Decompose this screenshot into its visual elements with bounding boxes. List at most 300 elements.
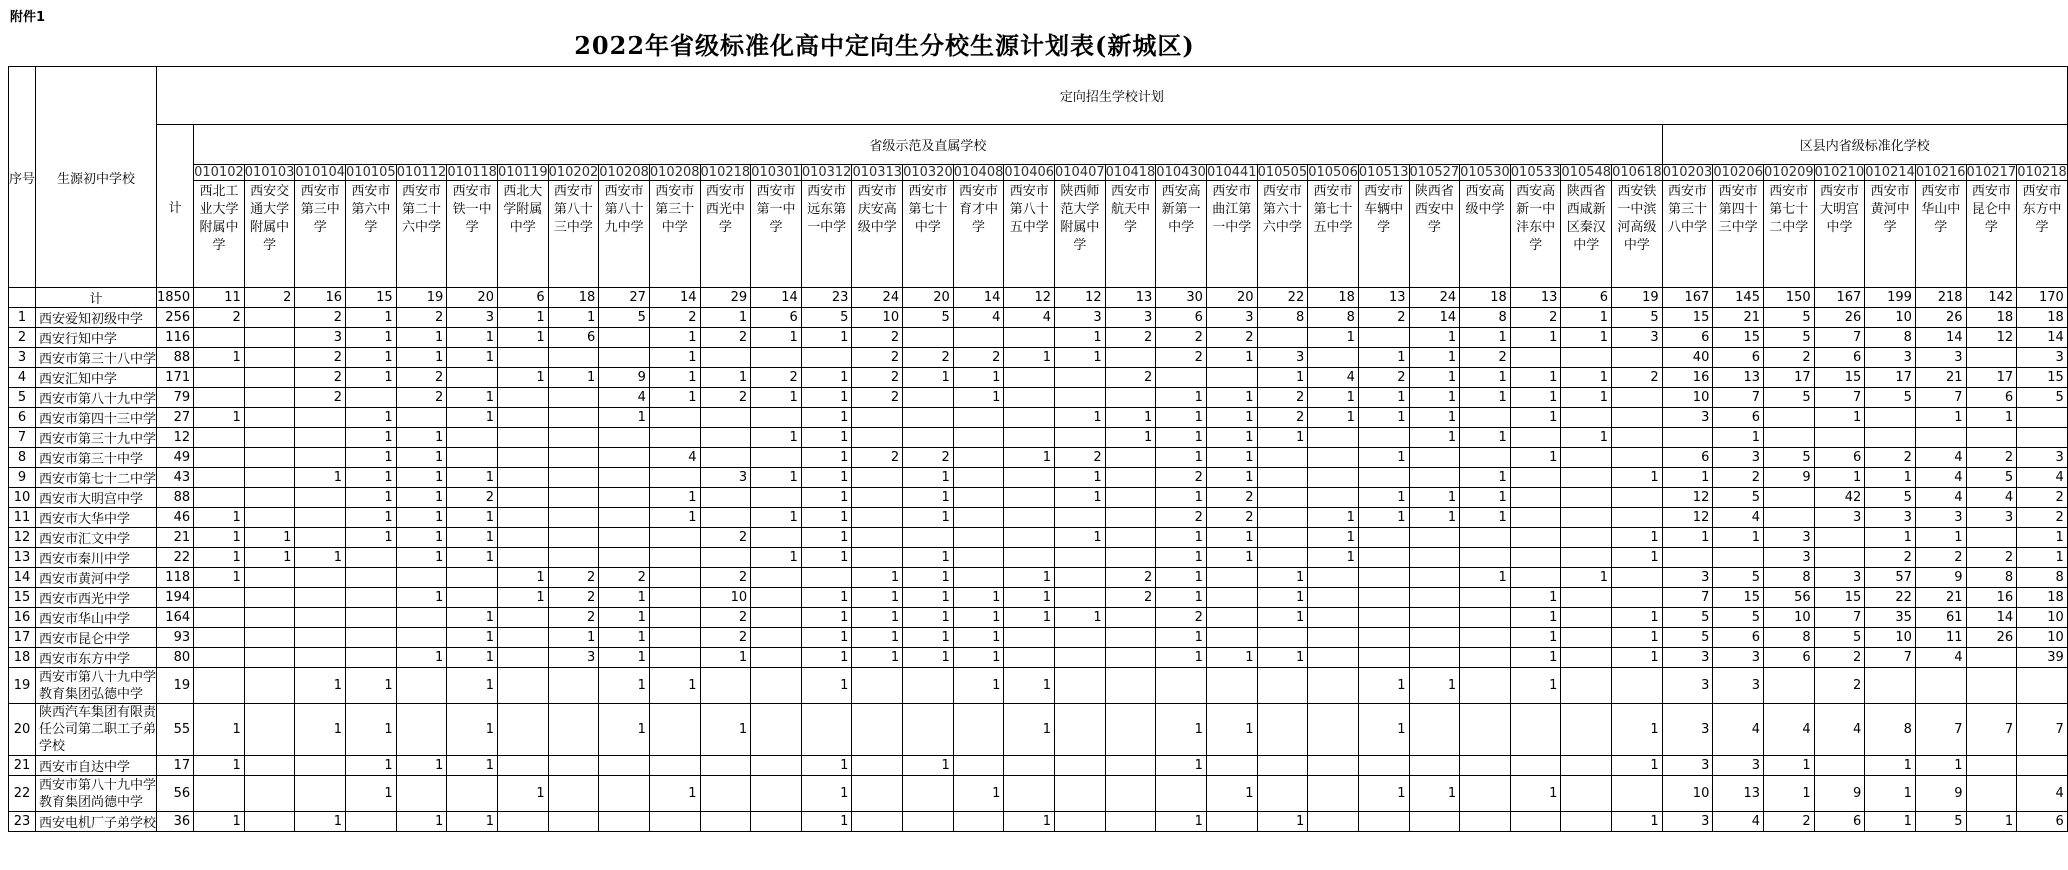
row-cell — [953, 548, 1004, 568]
row-cell — [751, 488, 802, 508]
total-row-value: 22 — [1257, 288, 1308, 308]
row-cell: 1 — [194, 508, 245, 528]
row-cell: 1 — [1055, 328, 1106, 348]
row-cell — [194, 488, 245, 508]
column-code: 010218 — [2017, 165, 2067, 180]
row-cell: 1 — [953, 388, 1004, 408]
row-cell — [194, 468, 245, 488]
row-cell: 7 — [1865, 648, 1916, 668]
row-cell: 2 — [649, 308, 700, 328]
row-cell: 1 — [751, 428, 802, 448]
row-cell — [244, 756, 295, 776]
column-code: 010118 — [447, 165, 497, 180]
row-cell — [1460, 448, 1511, 468]
row-cell: 1 — [1460, 508, 1511, 528]
row-cell: 3 — [295, 328, 346, 348]
row-cell — [1004, 368, 1055, 388]
row-cell: 1 — [1409, 408, 1460, 428]
row-cell — [852, 812, 903, 832]
row-cell — [801, 348, 852, 368]
row-cell: 1 — [801, 508, 852, 528]
row-cell: 2 — [548, 568, 599, 588]
total-row-value: 18 — [548, 288, 599, 308]
total-row-value: 11 — [194, 288, 245, 308]
row-cell: 1 — [801, 468, 852, 488]
row-cell — [1055, 648, 1106, 668]
row-cell: 5 — [1865, 488, 1916, 508]
row-cell — [1409, 468, 1460, 488]
row-cell: 4 — [1915, 488, 1966, 508]
row-cell — [903, 388, 954, 408]
row-cell: 1 — [903, 548, 954, 568]
row-cell: 1 — [1409, 328, 1460, 348]
row-cell: 5 — [1763, 328, 1814, 348]
row-cell — [1308, 468, 1359, 488]
row-cell: 56 — [1763, 588, 1814, 608]
column-school-name: 西安市东方中学 — [2017, 181, 2068, 288]
row-cell: 6 — [548, 328, 599, 348]
row-cell — [1257, 508, 1308, 528]
row-cell: 1 — [194, 756, 245, 776]
total-row-value: 145 — [1713, 288, 1764, 308]
row-cell — [1105, 648, 1156, 668]
column-school-name: 西安市第八十九中学 — [599, 181, 650, 288]
row-cell: 2 — [1865, 548, 1916, 568]
row-cell: 1 — [548, 308, 599, 328]
row-cell: 13 — [1713, 368, 1764, 388]
total-row-value: 167 — [1662, 288, 1713, 308]
row-cell — [1561, 776, 1612, 812]
row-cell: 4 — [1915, 648, 1966, 668]
row-cell — [953, 812, 1004, 832]
row-cell — [1561, 348, 1612, 368]
table-row — [9, 488, 2068, 508]
row-cell: 1 — [1612, 812, 1663, 832]
column-school-name: 西安市第三十中学 — [649, 181, 700, 288]
row-cell: 1 — [801, 328, 852, 348]
row-cell — [548, 448, 599, 468]
row-cell — [1966, 348, 2017, 368]
row-cell: 1 — [903, 568, 954, 588]
column-school-name: 西安市西光中学 — [700, 181, 751, 288]
column-school-name: 西安市第六十六中学 — [1257, 181, 1308, 288]
row-cell — [953, 488, 1004, 508]
total-row-value: 142 — [1966, 288, 2017, 308]
row-cell: 42 — [1814, 488, 1865, 508]
row-cell — [295, 608, 346, 628]
row-cell: 2 — [1206, 488, 1257, 508]
row-cell — [1004, 756, 1055, 776]
row-cell: 1 — [1055, 408, 1106, 428]
row-cell: 1 — [751, 328, 802, 348]
row-cell: 18 — [1966, 308, 2017, 328]
row-cell: 1 — [599, 704, 650, 756]
row-cell — [1004, 388, 1055, 408]
row-cell: 1 — [953, 608, 1004, 628]
row-cell — [1055, 588, 1106, 608]
row-cell — [1561, 528, 1612, 548]
row-cell — [1004, 488, 1055, 508]
row-cell: 1 — [1156, 704, 1207, 756]
row-cell: 3 — [1966, 508, 2017, 528]
row-cell — [1308, 628, 1359, 648]
row-cell — [194, 448, 245, 468]
row-cell: 1 — [1460, 368, 1511, 388]
row-cell — [447, 776, 498, 812]
row-cell: 1 — [1409, 388, 1460, 408]
row-cell: 1 — [1409, 428, 1460, 448]
row-cell — [497, 408, 548, 428]
row-cell: 2 — [1105, 368, 1156, 388]
row-cell — [751, 528, 802, 548]
row-cell: 1 — [346, 408, 397, 428]
row-cell — [700, 668, 751, 704]
row-cell — [1409, 588, 1460, 608]
row-cell: 2 — [447, 488, 498, 508]
row-cell — [1966, 648, 2017, 668]
row-cell — [649, 648, 700, 668]
row-cell: 2 — [548, 588, 599, 608]
row-cell — [1257, 548, 1308, 568]
row-index: 17 — [9, 628, 36, 648]
column-school-name: 西安市大明宫中学 — [1814, 181, 1865, 288]
row-cell: 2 — [1055, 448, 1106, 468]
row-cell: 7 — [1662, 588, 1713, 608]
row-cell: 2 — [194, 308, 245, 328]
row-cell — [1460, 756, 1511, 776]
row-cell: 1 — [1206, 704, 1257, 756]
column-school-name: 西安市远东第一中学 — [801, 181, 852, 288]
row-cell — [447, 368, 498, 388]
row-cell — [1409, 448, 1460, 468]
row-cell — [295, 648, 346, 668]
row-cell — [548, 408, 599, 428]
row-cell: 1 — [194, 548, 245, 568]
row-cell — [1257, 628, 1308, 648]
row-cell — [1460, 648, 1511, 668]
row-cell — [1105, 348, 1156, 368]
row-cell: 1 — [1763, 776, 1814, 812]
row-cell: 8 — [2017, 568, 2068, 588]
row-cell: 5 — [1662, 608, 1713, 628]
row-cell: 2 — [903, 348, 954, 368]
row-cell — [1206, 812, 1257, 832]
row-cell — [1612, 488, 1663, 508]
row-school-name: 西安行知中学 — [36, 328, 157, 348]
row-cell — [447, 448, 498, 468]
row-cell: 14 — [2017, 328, 2068, 348]
row-cell — [599, 528, 650, 548]
row-cell: 1 — [447, 528, 498, 548]
row-cell — [1358, 756, 1409, 776]
row-total: 88 — [157, 488, 194, 508]
row-cell — [1004, 428, 1055, 448]
column-code: 010301 — [751, 165, 801, 180]
row-cell: 40 — [1662, 348, 1713, 368]
row-cell: 1 — [1004, 348, 1055, 368]
row-cell — [1105, 704, 1156, 756]
total-row-value: 12 — [1055, 288, 1106, 308]
row-cell — [700, 408, 751, 428]
row-cell: 2 — [1257, 408, 1308, 428]
row-cell — [194, 668, 245, 704]
row-cell: 2 — [396, 368, 447, 388]
row-cell: 1 — [1612, 756, 1663, 776]
row-cell: 8 — [1257, 308, 1308, 328]
row-total: 171 — [157, 368, 194, 388]
row-cell — [700, 448, 751, 468]
row-cell: 3 — [1713, 448, 1764, 468]
row-cell: 2 — [700, 328, 751, 348]
row-cell: 1 — [852, 588, 903, 608]
row-cell — [1206, 368, 1257, 388]
column-school-name: 西安市航天中学 — [1105, 181, 1156, 288]
row-cell — [1510, 756, 1561, 776]
row-cell — [852, 704, 903, 756]
row-cell: 18 — [2017, 588, 2068, 608]
total-row-value: 14 — [953, 288, 1004, 308]
row-cell: 1 — [1510, 328, 1561, 348]
row-cell: 1 — [700, 308, 751, 328]
row-cell — [751, 408, 802, 428]
row-cell: 1 — [599, 588, 650, 608]
row-cell — [548, 508, 599, 528]
row-cell: 10 — [2017, 608, 2068, 628]
row-cell — [852, 508, 903, 528]
row-index: 15 — [9, 588, 36, 608]
row-cell — [1257, 528, 1308, 548]
row-cell — [548, 428, 599, 448]
row-cell — [903, 328, 954, 348]
row-cell: 1 — [1409, 508, 1460, 528]
row-cell: 10 — [1865, 308, 1916, 328]
total-row-value: 20 — [1206, 288, 1257, 308]
row-cell — [700, 548, 751, 568]
row-cell — [1763, 428, 1814, 448]
row-cell — [1966, 668, 2017, 704]
row-cell: 3 — [1713, 756, 1764, 776]
row-cell: 1 — [1358, 508, 1409, 528]
row-cell — [1257, 468, 1308, 488]
row-cell: 6 — [2017, 812, 2068, 832]
total-row-value: 30 — [1156, 288, 1207, 308]
row-cell — [194, 776, 245, 812]
row-cell: 1 — [1612, 468, 1663, 488]
row-cell: 2 — [1763, 812, 1814, 832]
row-school-name: 西安市汇文中学 — [36, 528, 157, 548]
row-cell: 5 — [1966, 468, 2017, 488]
row-cell: 1 — [801, 488, 852, 508]
row-cell — [903, 776, 954, 812]
row-cell: 1 — [599, 648, 650, 668]
row-cell: 1 — [1156, 812, 1207, 832]
row-cell: 3 — [1865, 508, 1916, 528]
row-cell: 4 — [649, 448, 700, 468]
row-cell — [599, 812, 650, 832]
row-total: 88 — [157, 348, 194, 368]
row-cell — [953, 756, 1004, 776]
row-cell: 1 — [700, 704, 751, 756]
total-row-value: 29 — [700, 288, 751, 308]
row-cell — [396, 668, 447, 704]
row-cell — [548, 704, 599, 756]
row-cell: 5 — [1763, 308, 1814, 328]
row-index: 9 — [9, 468, 36, 488]
row-school-name: 西安市大华中学 — [36, 508, 157, 528]
row-cell: 1 — [649, 388, 700, 408]
row-cell — [548, 468, 599, 488]
row-cell — [1105, 448, 1156, 468]
row-cell — [1460, 812, 1511, 832]
row-cell: 35 — [1865, 608, 1916, 628]
total-row-value: 13 — [1105, 288, 1156, 308]
row-index: 20 — [9, 704, 36, 756]
row-cell: 2 — [700, 528, 751, 548]
row-cell — [599, 508, 650, 528]
row-cell: 1 — [1460, 468, 1511, 488]
column-school-name: 西安市第八十三中学 — [548, 181, 599, 288]
row-cell — [1763, 508, 1814, 528]
row-cell — [194, 628, 245, 648]
row-cell — [1105, 548, 1156, 568]
column-code: 010103 — [244, 165, 295, 180]
row-cell — [1510, 488, 1561, 508]
column-code: 010209 — [1763, 165, 1814, 180]
column-school-name: 西安交通大学附属中学 — [244, 181, 295, 288]
row-cell — [497, 448, 548, 468]
column-code: 010214 — [1865, 165, 1915, 180]
row-cell: 1 — [1561, 308, 1612, 328]
row-index: 10 — [9, 488, 36, 508]
column-code: 010506 — [1308, 165, 1358, 180]
column-school-name: 西安市第七十五中学 — [1308, 181, 1359, 288]
row-cell: 2 — [1105, 328, 1156, 348]
row-cell: 1 — [852, 628, 903, 648]
row-index: 3 — [9, 348, 36, 368]
column-school-name: 陕西省西咸新区秦汉中学 — [1561, 181, 1612, 288]
column-code: 010206 — [1713, 165, 1763, 180]
row-cell: 1 — [1206, 428, 1257, 448]
row-cell: 1 — [953, 368, 1004, 388]
total-row-value: 170 — [2017, 288, 2068, 308]
row-cell — [1561, 448, 1612, 468]
row-cell: 1 — [447, 668, 498, 704]
row-cell — [497, 548, 548, 568]
row-cell: 1 — [548, 368, 599, 388]
row-cell: 8 — [1763, 628, 1814, 648]
row-cell: 2 — [1966, 548, 2017, 568]
row-school-name: 陕西汽车集团有限责任公司第二职工子弟学校 — [36, 704, 157, 756]
row-cell: 1 — [346, 528, 397, 548]
row-school-name: 西安市昆仑中学 — [36, 628, 157, 648]
column-code: 010105 — [346, 165, 396, 180]
row-cell: 1 — [953, 648, 1004, 668]
row-cell: 1 — [396, 488, 447, 508]
row-cell — [649, 568, 700, 588]
row-cell: 1 — [396, 812, 447, 832]
row-cell: 4 — [1308, 368, 1359, 388]
row-cell: 1 — [852, 648, 903, 668]
column-code: 010533 — [1510, 165, 1561, 180]
row-cell: 1 — [194, 528, 245, 548]
row-cell — [1055, 628, 1106, 648]
row-cell: 1 — [1206, 448, 1257, 468]
row-cell: 2 — [1612, 368, 1663, 388]
row-cell: 1 — [1308, 508, 1359, 528]
row-cell: 1 — [801, 648, 852, 668]
row-cell — [1966, 428, 2017, 448]
row-cell: 2 — [852, 368, 903, 388]
row-cell — [599, 328, 650, 348]
table-row — [9, 588, 2068, 608]
row-cell — [1612, 408, 1663, 428]
row-cell — [903, 668, 954, 704]
row-cell — [751, 668, 802, 704]
row-cell: 1 — [1206, 548, 1257, 568]
row-cell — [497, 668, 548, 704]
row-cell — [244, 408, 295, 428]
row-cell: 1 — [1713, 528, 1764, 548]
row-cell: 1 — [396, 428, 447, 448]
row-cell — [295, 448, 346, 468]
row-index: 8 — [9, 448, 36, 468]
column-school-name: 西安市庆安高级中学 — [852, 181, 903, 288]
row-cell — [1004, 508, 1055, 528]
row-cell — [1257, 488, 1308, 508]
row-cell: 3 — [1055, 308, 1106, 328]
row-cell: 3 — [1814, 568, 1865, 588]
row-school-name: 西安市第七十二中学 — [36, 468, 157, 488]
row-cell: 1 — [1308, 548, 1359, 568]
row-cell: 1 — [1308, 388, 1359, 408]
row-cell: 10 — [1865, 628, 1916, 648]
row-cell — [244, 776, 295, 812]
table-row — [9, 704, 2068, 756]
row-cell: 12 — [1662, 508, 1713, 528]
total-row-value: 24 — [1409, 288, 1460, 308]
row-cell: 12 — [1966, 328, 2017, 348]
row-cell: 1 — [447, 628, 498, 648]
row-cell — [1915, 668, 1966, 704]
total-row-value: 167 — [1814, 288, 1865, 308]
row-cell: 1 — [1510, 588, 1561, 608]
row-cell: 1 — [1257, 608, 1308, 628]
row-cell: 1 — [1662, 528, 1713, 548]
row-cell: 1 — [1055, 348, 1106, 368]
row-cell — [599, 448, 650, 468]
row-cell: 1 — [295, 704, 346, 756]
row-cell: 2 — [295, 348, 346, 368]
total-row-value: 14 — [649, 288, 700, 308]
row-cell — [649, 608, 700, 628]
row-cell: 1 — [346, 668, 397, 704]
row-cell — [295, 408, 346, 428]
table-row — [9, 308, 2068, 328]
row-cell — [852, 776, 903, 812]
row-cell — [1055, 548, 1106, 568]
row-cell — [1460, 668, 1511, 704]
total-row-value: 12 — [1004, 288, 1055, 308]
row-cell: 16 — [1966, 588, 2017, 608]
row-school-name: 西安市东方中学 — [36, 648, 157, 668]
row-cell: 10 — [700, 588, 751, 608]
row-cell: 3 — [1865, 348, 1916, 368]
column-school-name: 西安市黄河中学 — [1865, 181, 1916, 288]
row-cell: 2 — [1156, 348, 1207, 368]
row-cell: 1 — [1460, 388, 1511, 408]
row-cell: 1 — [1561, 328, 1612, 348]
row-cell — [1460, 608, 1511, 628]
